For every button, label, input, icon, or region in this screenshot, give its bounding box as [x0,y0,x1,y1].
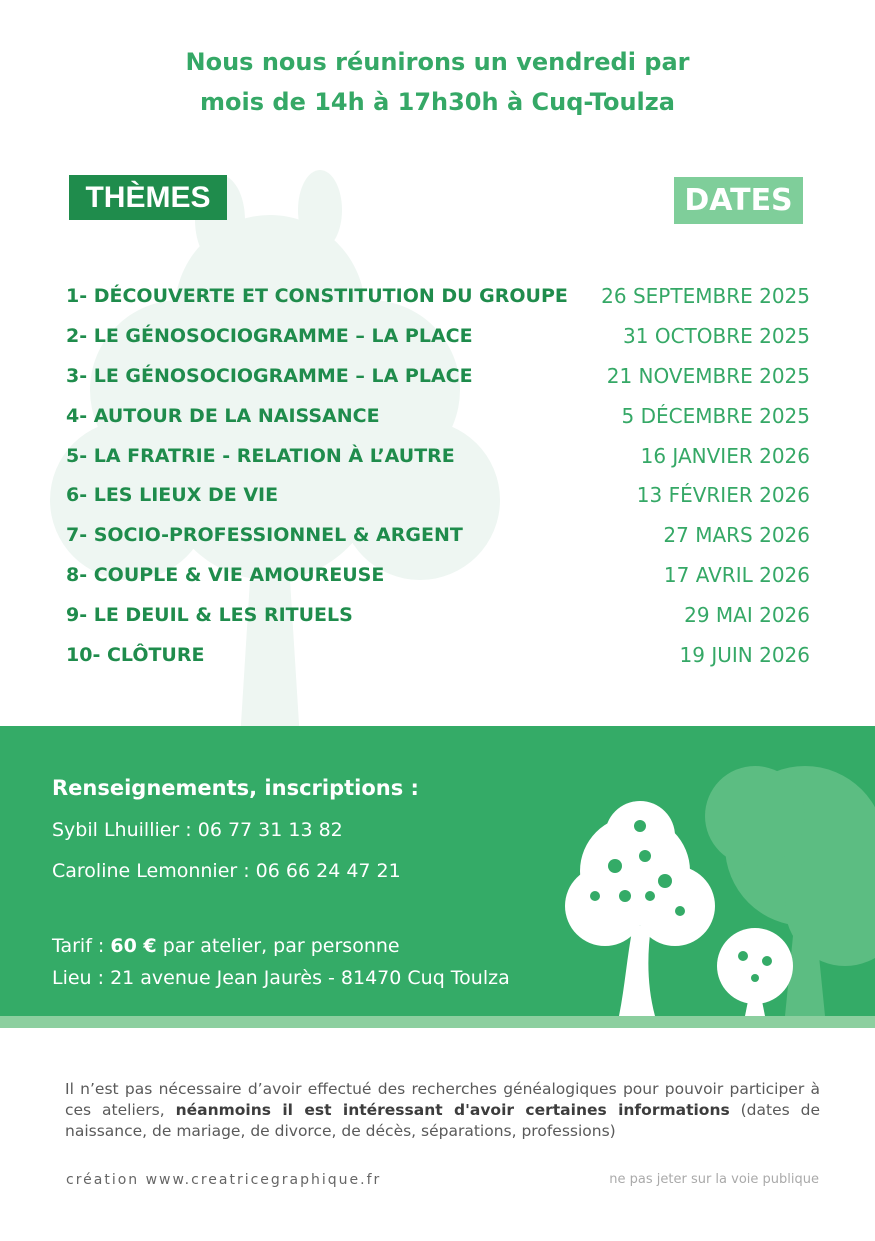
theme-item: 1- DÉCOUVERTE ET CONSTITUTION DU GROUPE [66,285,568,307]
contact-band [0,726,875,1016]
date-item: 17 AVRIL 2026 [663,563,810,588]
date-item: 27 MARS 2026 [663,523,810,548]
contact-info [52,774,510,992]
date-item: 19 JUIN 2026 [679,643,810,668]
contact-person-1: Sybil Lhuillier : 06 77 31 13 82 [52,819,343,841]
theme-item: 6- LES LIEUX DE VIE [66,484,279,507]
tarif-label: Tarif : [52,935,105,957]
contact-person-2: Caroline Lemonnier : 06 66 24 47 21 [52,860,401,882]
tarif-details: par atelier, par personne [162,935,400,957]
date-item: 13 FÉVRIER 2026 [636,483,810,508]
tree-icon [555,756,875,1016]
note-bold: néanmoins il est intéressant d'avoir certaines informations [175,1101,730,1119]
theme-item: 7- SOCIO-PROFESSIONNEL & ARGENT [66,524,463,547]
date-item: 21 NOVEMBRE 2025 [606,363,810,388]
lieu-line: Lieu : 21 avenue Jean Jaurès - 81470 Cuq Toulza [52,967,510,989]
theme-item: 3- LE GÉNOSOCIOGRAMME – LA PLACE [66,364,473,387]
theme-item: 4- AUTOUR DE LA NAISSANCE [66,404,380,427]
headline-line-2: mois de 14h à 17h30h à Cuq-Toulza [200,88,675,116]
dates-list [601,280,810,679]
date-item: 26 SEPTEMBRE 2025 [601,284,810,308]
date-item: 5 DÉCEMBRE 2025 [621,403,810,428]
headline-line-1: Nous nous réunirons un vendredi par [185,48,690,76]
theme-item: 9- LE DEUIL & LES RITUELS [66,604,353,627]
date-item: 29 MAI 2026 [684,603,810,628]
info-note [65,1079,820,1142]
contact-title: Renseignements, inscriptions : [52,776,419,800]
themes-label: THÈMES [69,175,227,220]
litter-notice: ne pas jeter sur la voie publique [609,1172,819,1187]
date-item: 31 OCTOBRE 2025 [623,323,810,348]
themes-list [66,280,568,679]
theme-item: 8- COUPLE & VIE AMOUREUSE [66,564,385,587]
dates-label: DATES [674,177,803,224]
theme-item: 2- LE GÉNOSOCIOGRAMME – LA PLACE [66,324,473,347]
note-text-2: (dates de naissance, de mariage, de divorce, de décès, séparations, professions) [65,1101,820,1140]
theme-item: 10- CLÔTURE [66,644,205,667]
tarif-line [52,932,510,960]
note-text-1: Il n’est pas nécessaire d’avoir effectué des recherches généalogiques pour pouvoir participer à ces ateliers, [65,1080,820,1119]
date-item: 16 JANVIER 2026 [640,443,810,468]
band-stripe [0,1016,875,1028]
tarif-price: 60 € [110,935,157,957]
meeting-headline [0,42,875,122]
theme-item: 5- LA FRATRIE - RELATION À L’AUTRE [66,444,455,467]
designer-credit: création www.creatricegraphique.fr [66,1172,382,1188]
